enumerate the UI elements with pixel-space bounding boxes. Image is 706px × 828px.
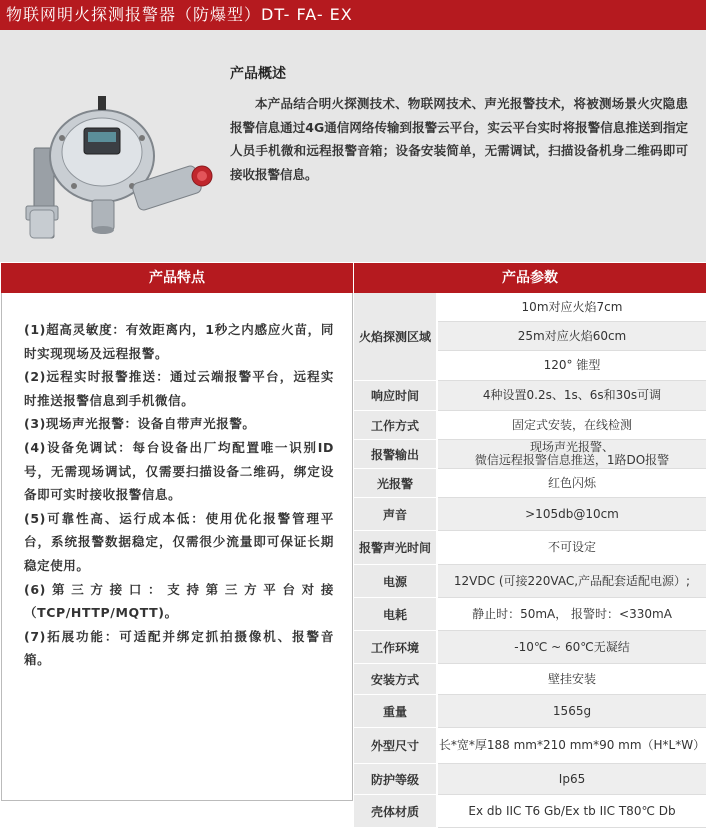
overview-section <box>0 30 706 262</box>
feature-item: (7)拓展功能：可适配并绑定抓拍摄像机、报警音箱。 <box>24 628 334 668</box>
param-value: 长*宽*厚188 mm*210 mm*90 mm（H*L*W） <box>438 728 706 764</box>
param-value <box>438 440 706 469</box>
feature-item: (5)可靠性高、运行成本低：使用优化报警管理平台，系统报警数据稳定，仅需很少流量即可保证长期稳定使用。 <box>24 510 334 573</box>
param-label: 电耗 <box>354 598 436 631</box>
param-label: 重量 <box>354 695 436 728</box>
param-value: 壁挂安装 <box>438 664 706 695</box>
param-label: 光报警 <box>354 469 436 498</box>
param-value: 固定式安装，在线检测 <box>438 411 706 440</box>
param-label: 防护等级 <box>354 764 436 795</box>
param-value: 红色闪烁 <box>438 469 706 498</box>
param-row <box>354 565 706 598</box>
param-value: 不可设定 <box>438 531 706 565</box>
param-row <box>354 795 706 828</box>
feature-item: (4)设备免调试：每台设备出厂均配置唯一识别ID号，无需现场调试，仅需要扫描设备二维码，绑定设备即可实时接收报警信息。 <box>24 439 334 503</box>
params-heading: 产品参数 <box>354 263 706 293</box>
feature-item: (6)第三方接口：支持第三方平台对接（TCP/HTTP/MQTT)。 <box>24 581 334 621</box>
param-value: 1565g <box>438 695 706 728</box>
param-value: 10m对应火焰7cm <box>438 293 706 322</box>
feature-item: (3)现场声光报警：设备自带声光报警。 <box>24 416 256 432</box>
param-value: 120° 锥型 <box>438 351 706 381</box>
param-row <box>354 695 706 728</box>
feature-item: (1)超高灵敏度：有效距离内，1秒之内感应火苗，同时实现现场及远程报警。 <box>24 322 334 361</box>
param-row <box>354 381 706 411</box>
param-label: 响应时间 <box>354 381 436 411</box>
param-value: 静止时：50mA， 报警时：<330mA <box>438 598 706 631</box>
param-row <box>354 728 706 764</box>
param-value: -10℃ ~ 60℃无凝结 <box>438 631 706 664</box>
features-list <box>24 318 334 672</box>
param-value: 25m对应火焰60cm <box>438 322 706 351</box>
overview-title: 产品概述 <box>230 66 286 82</box>
param-label: 电源 <box>354 565 436 598</box>
param-row <box>354 351 706 381</box>
param-row <box>354 764 706 795</box>
param-label: 火焰探测区域 <box>354 293 436 381</box>
param-value: 12VDC (可接220VAC,产品配套适配电源）; <box>438 565 706 598</box>
param-value: Ex db IIC T6 Gb/Ex tb IIC T80℃ Db <box>438 795 706 828</box>
feature-item: (2)远程实时报警推送：通过云端报警平台，远程实时推送报警信息到手机微信。 <box>24 369 334 408</box>
param-row <box>354 469 706 498</box>
param-row <box>354 440 706 469</box>
overview-description: 本产品结合明火探测技术、物联网技术、声光报警技术，将被测场景火灾隐患报警信息通过4G通信网络传输到报警云平台，实云平台实时将报警信息推送到指定人员手机微和远程报警音箱；设备安装简单，无需调试，扫描设备机身二维码即可接收报警信息。 <box>230 96 688 182</box>
param-label: 安装方式 <box>354 664 436 695</box>
param-value: >105db@10cm <box>438 498 706 531</box>
fire-detector-image <box>22 88 222 248</box>
param-row <box>354 598 706 631</box>
param-label: 壳体材质 <box>354 795 436 828</box>
param-value: Ip65 <box>438 764 706 795</box>
features-heading: 产品特点 <box>1 263 353 293</box>
param-value: 4种设置0.2s、1s、6s和30s可调 <box>438 381 706 411</box>
page-title: 物联网明火探测报警器（防爆型）DT- FA- EX <box>0 0 706 30</box>
param-label: 声音 <box>354 498 436 531</box>
param-label: 报警输出 <box>354 440 436 469</box>
param-row <box>354 498 706 531</box>
param-value-line: 微信远程报警信息推送，1路DO报警 <box>474 453 670 467</box>
param-label: 报警声光时间 <box>354 531 436 565</box>
param-row <box>354 631 706 664</box>
param-row <box>354 664 706 695</box>
param-label: 工作环境 <box>354 631 436 664</box>
param-value-line: 现场声光报警、 <box>529 440 614 454</box>
param-label: 工作方式 <box>354 411 436 440</box>
param-row <box>354 411 706 440</box>
param-row <box>354 322 706 351</box>
param-row <box>354 293 706 322</box>
param-label: 外型尺寸 <box>354 728 436 764</box>
param-row <box>354 531 706 565</box>
